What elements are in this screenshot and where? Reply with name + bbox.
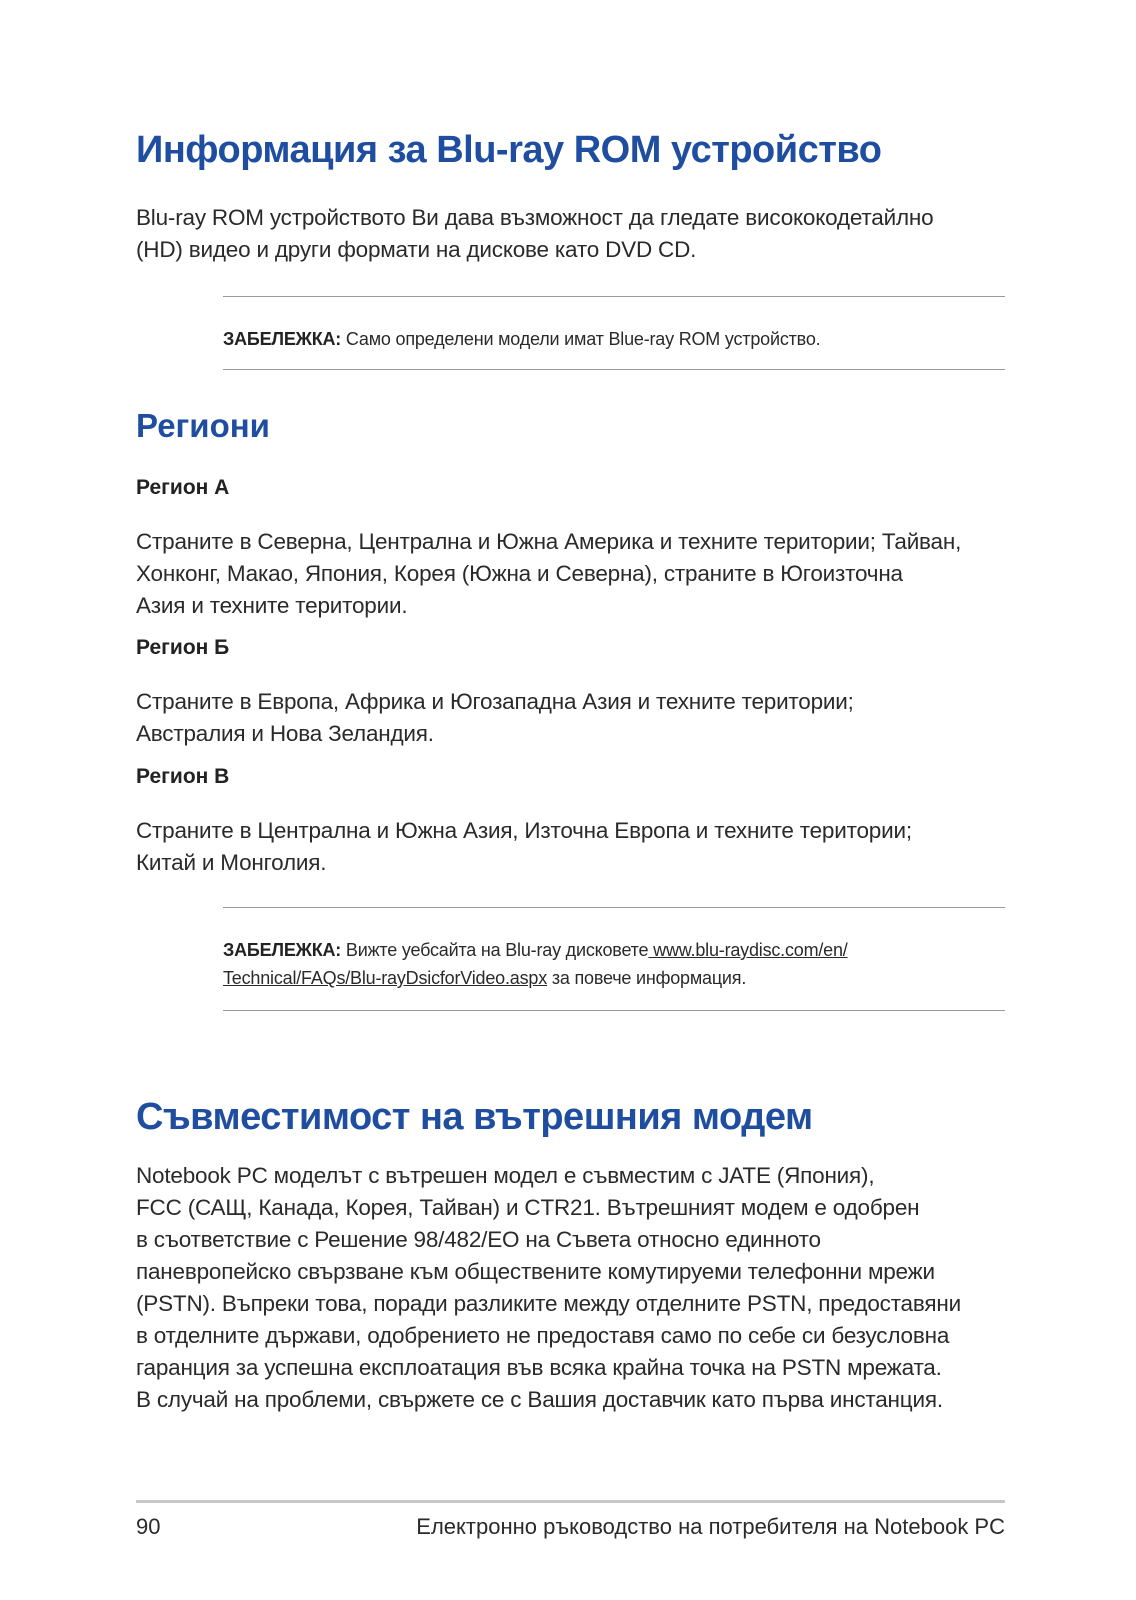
region-v-line: Китай и Монголия. <box>136 850 327 875</box>
note-label: ЗАБЕЛЕЖКА: <box>223 329 342 349</box>
region-a-heading: Регион A <box>136 476 230 499</box>
modem-body-line: в отделните държави, одобрението не предоставя само по себе си безусловна <box>136 1323 950 1348</box>
page-number: 90 <box>136 1514 161 1539</box>
modem-body-line: В случай на проблеми, свържете се с Вашия доставчик като първа инстанция. <box>136 1387 943 1412</box>
region-a-text <box>136 526 1016 622</box>
region-b-line: Австралия и Нова Зеландия. <box>136 721 434 746</box>
regions-section-title: Региони <box>136 407 270 444</box>
region-a-line: Хонконг, Макао, Япония, Корея (Южна и Северна), страните в Югоизточна <box>136 561 903 586</box>
modem-body <box>136 1160 1016 1416</box>
manual-title: Електронно ръководство на потребителя на Notebook PC <box>416 1514 1005 1539</box>
note-divider-top <box>223 907 1005 908</box>
note-divider-bottom <box>223 369 1005 370</box>
region-a-line: Азия и техните територии. <box>136 593 408 618</box>
modem-body-line: в съответствие с Решение 98/482/ЕО на Съвета относно единното <box>136 1227 821 1252</box>
note-text: Само определени модели имат Blue-ray ROM устройство. <box>341 329 821 349</box>
footer-divider <box>136 1500 1005 1503</box>
modem-body-line: FCC (САЩ, Канада, Корея, Тайван) и CTR21. Вътрешният модем е одобрен <box>136 1195 920 1220</box>
bluray-section-title: Информация за Blu-ray ROM устройство <box>136 129 882 171</box>
modem-body-line: гаранция за успешна експлоатация във всяка крайна точка на PSTN мрежата. <box>136 1355 942 1380</box>
modem-body-line: (PSTN). Въпреки това, поради разликите между отделните PSTN, предоставяни <box>136 1291 961 1316</box>
note-text: Вижте уебсайта на Blu-ray дисковете <box>341 940 649 960</box>
note-divider-bottom <box>223 1010 1005 1011</box>
modem-section-title: Съвместимост на вътрешния модем <box>136 1096 813 1138</box>
bluray-body <box>136 202 1016 266</box>
note-divider-top <box>223 296 1005 297</box>
modem-body-line: паневропейско свързване към обществените комутируеми телефонни мрежи <box>136 1259 935 1284</box>
note-label: ЗАБЕЛЕЖКА: <box>223 940 342 960</box>
region-b-heading: Регион Б <box>136 636 230 659</box>
region-b-text <box>136 686 1016 750</box>
bluray-body-line: (HD) видео и други формати на дискове като DVD CD. <box>136 237 697 262</box>
bluray-body-line: Blu-ray ROM устройството Ви дава възможност да гледате висококодетайлно <box>136 205 934 230</box>
bluray-faq-link[interactable]: Technical/FAQs/Blu-rayDsicforVideo.aspx <box>223 968 548 988</box>
region-v-line: Страните в Централна и Южна Азия, Източна Европа и техните територии; <box>136 818 912 843</box>
region-a-line: Страните в Северна, Централна и Южна Америка и техните територии; Тайван, <box>136 529 962 554</box>
region-v-heading: Регион В <box>136 765 230 788</box>
note-text: за повече информация. <box>547 968 747 988</box>
region-v-text <box>136 815 1016 879</box>
bluray-note <box>223 325 1005 353</box>
bluray-faq-link[interactable]: www.blu-raydisc.com/en/ <box>648 940 848 960</box>
modem-body-line: Notebook PC моделът с вътрешен модел е съвместим с JATE (Япония), <box>136 1163 875 1188</box>
regions-note <box>223 936 1005 992</box>
region-b-line: Страните в Европа, Африка и Югозападна Азия и техните територии; <box>136 689 854 714</box>
